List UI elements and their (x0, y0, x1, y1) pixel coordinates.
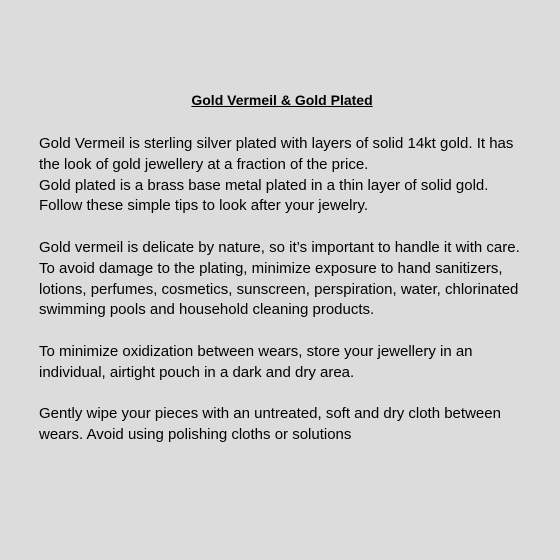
paragraph-handling: Gold vermeil is delicate by nature, so it’s important to handle it with care. To avoid damage to the plating, minimize exposure to hand sanitizers, lotions, perfumes, cosmetics, sunscreen, perspiration, water, chlorinated swimming pools and household cleaning products. (39, 238, 520, 319)
paragraph-cleaning: Gently wipe your pieces with an untreated, soft and dry cloth between wears. Avoid using polishing cloths or solutions (39, 405, 501, 444)
document-title: Gold Vermeil & Gold Plated (191, 92, 373, 108)
paragraph-intro: Gold Vermeil is sterling silver plated with layers of solid 14kt gold. It has the look of gold jewellery at a fraction of the price. Gold plated is a brass base metal plated in a thin layer of solid gold. Follow these simple tips to look after your jewelry. (39, 135, 514, 215)
care-info-card (39, 90, 525, 467)
paragraph-storage: To minimize oxidization between wears, store your jewellery in an individual, airtight pouch in a dark and dry area. (39, 342, 473, 381)
